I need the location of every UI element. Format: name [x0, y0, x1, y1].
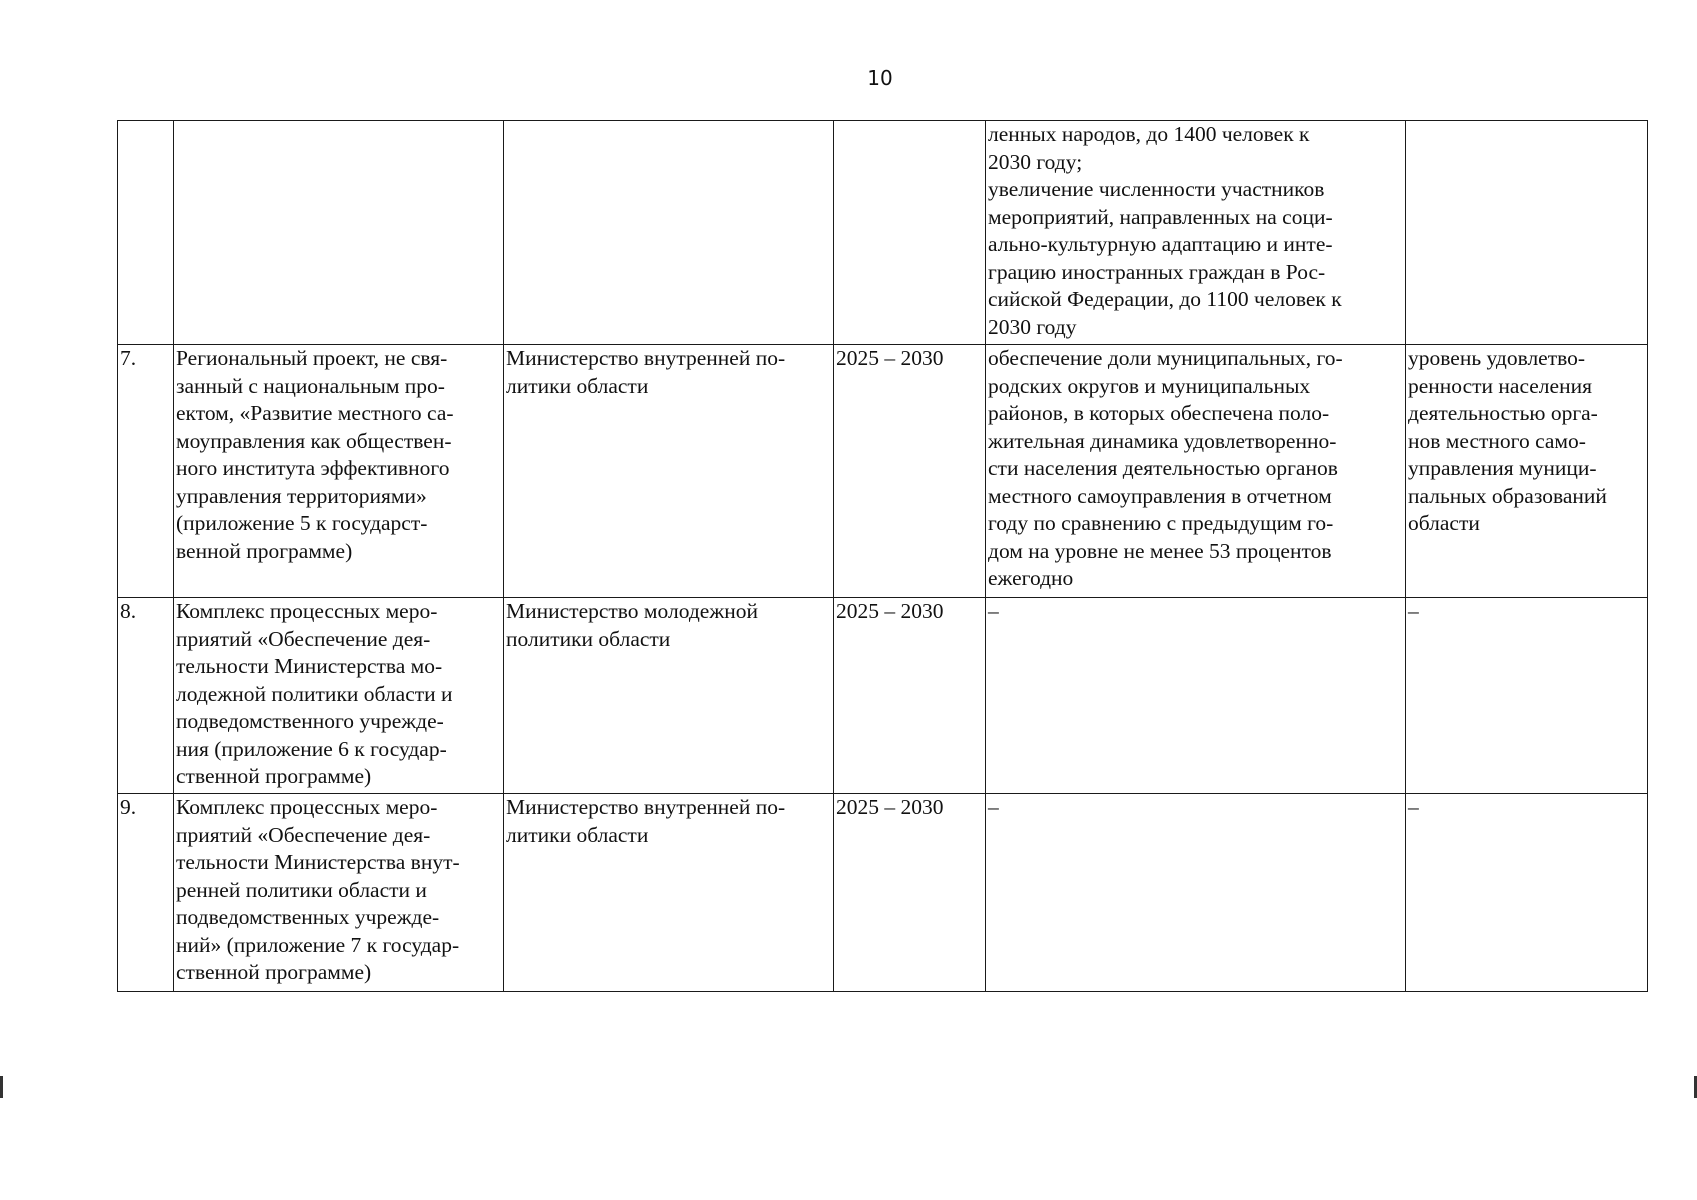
cell-responsible: Министерство внутренней по- литики области — [504, 345, 834, 598]
table-row — [118, 794, 1648, 992]
cell-number — [118, 121, 174, 345]
cell-structural-element: Комплекс процессных меро- приятий «Обеспечение дея- тельности Министерства внут- ренней политики области и подведомственных учрежде- ний» (приложение 7 к государ- ственной программе) — [174, 794, 504, 992]
cell-number: 8. — [118, 598, 174, 794]
table-row — [118, 345, 1648, 598]
cell-indicator: уровень удовлетво- ренности населения деятельностью орга- нов местного само- управления муници- пальных образований области — [1406, 345, 1648, 598]
program-structure-table — [117, 120, 1648, 992]
cell-structural-element: Комплекс процессных меро- приятий «Обеспечение дея- тельности Министерства мо- лодежной политики области и подведомственного учрежде- ния (приложение 6 к государ- ственной программе) — [174, 598, 504, 794]
cell-term: 2025 – 2030 — [834, 794, 986, 992]
cell-expected-result: – — [986, 598, 1406, 794]
cell-responsible: Министерство внутренней по- литики области — [504, 794, 834, 992]
cell-expected-result: ленных народов, до 1400 человек к 2030 году; увеличение численности участников мероприятий, направленных на соци- ально-культурную адаптацию и инте- грацию иностранных граждан в Рос- сийской Федерации, до 1100 человек к 2030 году — [986, 121, 1406, 345]
cell-number: 9. — [118, 794, 174, 992]
cell-term: 2025 – 2030 — [834, 345, 986, 598]
cell-structural-element: Региональный проект, не свя- занный с национальным про- ектом, «Развитие местного са- моуправления как обществен- ного института эффективного управления территориями» (приложение 5 к государст- венной программе) — [174, 345, 504, 598]
table-row — [118, 598, 1648, 794]
table-row — [118, 121, 1648, 345]
cell-number: 7. — [118, 345, 174, 598]
cell-expected-result: обеспечение доли муниципальных, го- родских округов и муниципальных районов, в которых обеспечена поло- жительная динамика удовлетворенно- сти населения деятельностью органов местного самоуправления в отчетном году по сравнению с предыдущим го- дом на уровне не менее 53 процентов ежегодно — [986, 345, 1406, 598]
cell-responsible — [504, 121, 834, 345]
page-number: 10 — [867, 66, 893, 90]
cell-term: 2025 – 2030 — [834, 598, 986, 794]
scan-edge-mark-left — [0, 1076, 3, 1098]
cell-term — [834, 121, 986, 345]
cell-indicator: – — [1406, 598, 1648, 794]
cell-responsible: Министерство молодежной политики области — [504, 598, 834, 794]
cell-indicator — [1406, 121, 1648, 345]
cell-expected-result: – — [986, 794, 1406, 992]
cell-structural-element — [174, 121, 504, 345]
cell-indicator: – — [1406, 794, 1648, 992]
